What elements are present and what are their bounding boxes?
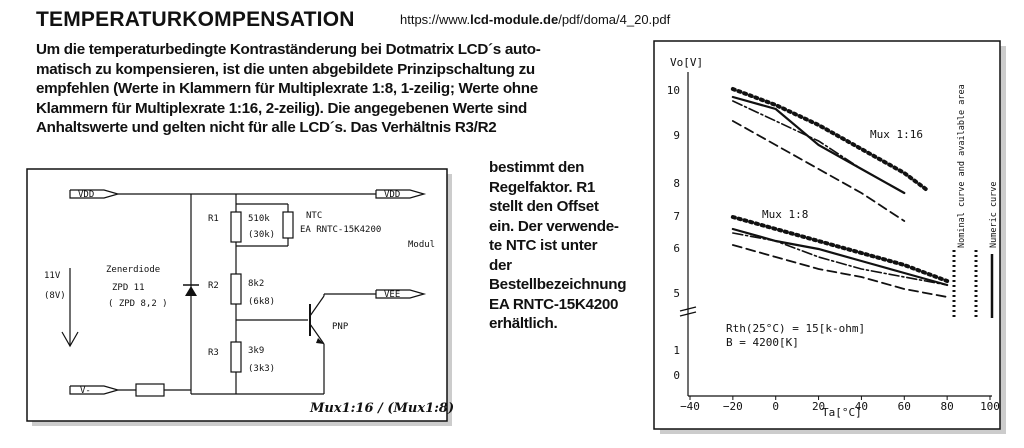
annotation-rth: Rth(25°C) = 15[k-ohm] [726, 322, 866, 335]
y-tick-label: 10 [666, 84, 680, 97]
y-axis-title: Vo[V] [670, 56, 704, 69]
x-tick-label: 80 [940, 400, 954, 413]
side-line: Bestellbezeichnung [489, 276, 627, 293]
side-line: EA RNTC-15K4200 [489, 295, 619, 313]
r2-value: 8k2 [248, 279, 265, 289]
r3-value: 3k9 [248, 346, 265, 356]
intro-line: empfehlen (Werte in Klammern für Multiplexrate 1:8, 1-zeilig; Werte ohne [36, 80, 538, 97]
r2-label: R2 [208, 281, 219, 291]
x-tick-label: 40 [854, 400, 869, 413]
intro-line: Um die temperaturbedingte Kontraständerung bei Dotmatrix LCD´s auto- [36, 41, 541, 58]
annotation-mux8: Mux 1:8 [762, 208, 809, 221]
zener-part-alt: ( ZPD 8,2 ) [108, 299, 168, 309]
annotation-mux16: Mux 1:16 [870, 128, 923, 141]
r3-value-alt: (3k3) [248, 364, 276, 374]
zener-part: ZPD 11 [112, 283, 145, 293]
intro-line: Klammern für Multiplexrate 1:16, 2-zeilig). Die angegebenen Werte sind [36, 99, 528, 117]
vdd-right-label: VDD [384, 190, 401, 200]
pnp-label: PNP [332, 322, 349, 332]
x-axis-title: Ta[°C] [822, 406, 862, 419]
legend-nominal-label: Nominal curve and available area [957, 84, 967, 248]
url-domain: lcd-module.de [470, 12, 559, 27]
x-tick-label: 20 [811, 400, 826, 413]
y-tick-label: 7 [673, 210, 680, 223]
r2-value-alt: (6k8) [248, 297, 276, 307]
circuit-diagram [26, 166, 456, 432]
voltage-label: 11V [44, 271, 61, 281]
r1-label: R1 [208, 214, 219, 224]
y-tick-label: 6 [673, 242, 680, 255]
vee-label: VEE [384, 290, 401, 300]
r1-value: 510k [248, 214, 270, 224]
y-tick-label: 5 [673, 287, 680, 300]
document-title: TEMPERATURKOMPENSATION [36, 8, 355, 31]
r3-label: R3 [208, 348, 219, 358]
side-line: te NTC ist unter [489, 237, 598, 254]
side-line: stellt den Offset [489, 198, 599, 215]
intro-line: matisch zu kompensieren, ist die unten abgebildete Prinzipschaltung zu [36, 60, 535, 78]
chart-frame [654, 41, 1000, 429]
side-paragraph [489, 158, 649, 334]
side-line: der [489, 256, 512, 274]
x-tick-label: −40 [680, 400, 700, 413]
x-tick-label: −20 [722, 400, 743, 413]
y-tick-label: 1 [673, 344, 680, 357]
side-line: Regelfaktor. R1 [489, 178, 596, 196]
vo-temperature-chart [652, 40, 1012, 438]
source-url[interactable] [400, 12, 670, 27]
url-prefix: https://www. [400, 12, 471, 27]
circuit-caption: Mux1:16 / (Mux1:8) [310, 401, 455, 416]
annotation-b: B = 4200[K] [726, 336, 799, 349]
x-tick-label: 0 [772, 400, 780, 413]
voltage-alt-label: (8V) [44, 291, 66, 301]
x-tick-label: 100 [980, 400, 1000, 413]
side-line: ein. Der verwende- [489, 217, 619, 235]
modul-label: Modul [408, 240, 436, 250]
intro-line: Anhaltswerte und gelten nicht für alle LCD´s. Das Verhältnis R3/R2 [36, 119, 497, 136]
y-tick-label: 9 [673, 129, 680, 142]
legend-numeric-label: Numeric curve [989, 181, 999, 248]
y-tick-label: 0 [673, 369, 680, 382]
vdd-left-label: VDD [78, 190, 95, 200]
intro-paragraph [36, 40, 636, 138]
vminus-label: V- [80, 386, 91, 396]
x-tick-label: 60 [897, 400, 911, 413]
side-line: erhältlich. [489, 315, 558, 332]
url-path: /pdf/doma/4_20.pdf [558, 12, 671, 27]
zener-label: Zenerdiode [106, 265, 161, 275]
ntc-label: NTC [306, 211, 323, 221]
side-line: bestimmt den [489, 159, 585, 176]
ntc-part: EA RNTC-15K4200 [300, 225, 382, 235]
y-tick-label: 8 [673, 177, 680, 190]
r1-value-alt: (30k) [248, 230, 276, 240]
